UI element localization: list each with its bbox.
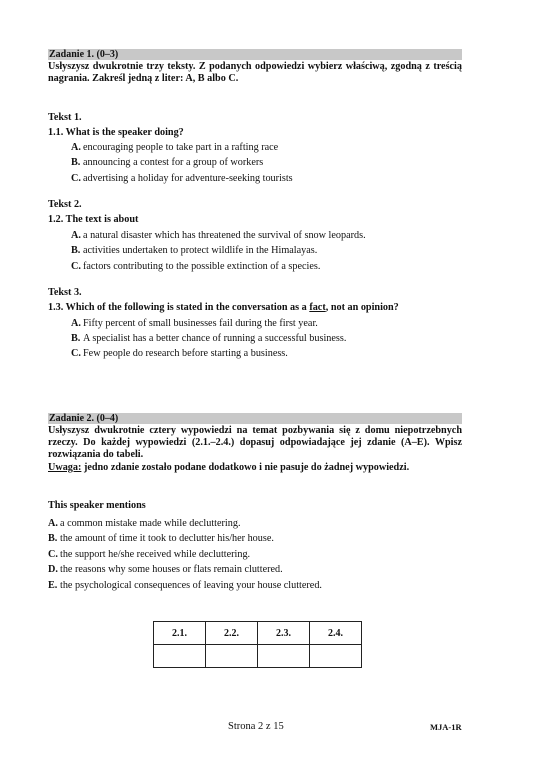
statement-letter: A.	[48, 518, 58, 529]
option-letter: A.	[71, 230, 81, 241]
speaker-mentions-heading: This speaker mentions	[48, 500, 146, 511]
question-prefix: 1.3. Which of the following is stated in the conversation as a	[48, 302, 310, 313]
option-letter: C.	[71, 348, 81, 359]
option-text: a natural disaster which has threatened the survival of snow leopards.	[83, 230, 366, 241]
text-1-heading: Tekst 1.	[48, 112, 82, 123]
statement-c	[48, 549, 250, 561]
text-2-heading: Tekst 2.	[48, 199, 82, 210]
exam-code: MJA-1R	[430, 722, 462, 732]
statement-a	[48, 518, 241, 530]
task-1-header: Zadanie 1. (0–3)	[48, 49, 462, 60]
statement-letter: C.	[48, 549, 58, 560]
option-1-2-a[interactable]	[71, 230, 366, 242]
option-letter: A.	[71, 142, 81, 153]
answer-cell-2-4[interactable]	[310, 645, 362, 668]
note-label: Uwaga:	[48, 462, 82, 473]
statement-letter: E.	[48, 580, 58, 591]
page-number: Strona 2 z 15	[228, 721, 284, 732]
answer-cell-2-3[interactable]	[258, 645, 310, 668]
option-text: advertising a holiday for adventure-seeking tourists	[83, 173, 293, 184]
question-1-1: 1.1. What is the speaker doing?	[48, 127, 184, 138]
option-letter: B.	[71, 157, 81, 168]
question-emphasis: fact	[309, 302, 326, 313]
option-1-3-b[interactable]	[71, 333, 346, 345]
option-1-1-a[interactable]	[71, 142, 278, 154]
answer-col-header: 2.2.	[206, 622, 258, 645]
note-text: jedno zdanie zostało podane dodatkowo i nie pasuje do żadnej wypowiedzi.	[81, 462, 410, 473]
task-2-note	[48, 462, 409, 474]
answer-col-header: 2.4.	[310, 622, 362, 645]
statement-b	[48, 533, 274, 545]
option-letter: B.	[71, 333, 81, 344]
option-text: A specialist has a better chance of running a successful business.	[83, 333, 347, 344]
text-3-heading: Tekst 3.	[48, 287, 82, 298]
question-suffix: , not an opinion?	[325, 302, 399, 313]
option-1-2-b[interactable]	[71, 245, 317, 257]
statement-text: the reasons why some houses or flats remain cluttered.	[60, 564, 283, 575]
option-1-1-c[interactable]	[71, 173, 293, 185]
option-letter: A.	[71, 318, 81, 329]
statement-text: the amount of time it took to declutter his/her house.	[60, 533, 274, 544]
option-letter: B.	[71, 245, 81, 256]
question-1-3	[48, 302, 399, 314]
statement-letter: D.	[48, 564, 58, 575]
option-1-2-c[interactable]	[71, 261, 320, 273]
task-2-instruction: Usłyszysz dwukrotnie cztery wypowiedzi na temat pozbywania się z domu niepotrzebnych rzeczy. Do każdej wypowiedzi (2.1.–2.4.) dopasuj odpowiadające jej zdanie (A–E). Wpisz rozwiązania do tabeli.	[48, 425, 462, 460]
answer-table-header-row	[154, 622, 362, 645]
answer-cell-2-2[interactable]	[206, 645, 258, 668]
answer-cell-2-1[interactable]	[154, 645, 206, 668]
question-1-2: 1.2. The text is about	[48, 214, 139, 225]
option-text: factors contributing to the possible extinction of a species.	[83, 261, 321, 272]
option-1-1-b[interactable]	[71, 157, 263, 169]
option-letter: C.	[71, 261, 81, 272]
statement-text: the psychological consequences of leaving your house cluttered.	[60, 580, 322, 591]
answer-table-input-row	[154, 645, 362, 668]
option-letter: C.	[71, 173, 81, 184]
option-text: activities undertaken to protect wildlife in the Himalayas.	[83, 245, 318, 256]
answer-table	[153, 621, 362, 668]
answer-col-header: 2.1.	[154, 622, 206, 645]
statement-d	[48, 564, 283, 576]
task-2-header: Zadanie 2. (0–4)	[48, 413, 462, 424]
option-text: announcing a contest for a group of workers	[83, 157, 264, 168]
statement-text: the support he/she received while decluttering.	[60, 549, 251, 560]
statement-letter: B.	[48, 533, 58, 544]
option-1-3-c[interactable]	[71, 348, 288, 360]
answer-col-header: 2.3.	[258, 622, 310, 645]
option-text: encouraging people to take part in a rafting race	[83, 142, 279, 153]
option-1-3-a[interactable]	[71, 318, 318, 330]
statement-e	[48, 580, 322, 592]
statement-text: a common mistake made while decluttering.	[60, 518, 241, 529]
option-text: Few people do research before starting a business.	[83, 348, 288, 359]
option-text: Fifty percent of small businesses fail during the first year.	[83, 318, 318, 329]
task-1-instruction: Usłyszysz dwukrotnie trzy teksty. Z podanych odpowiedzi wybierz właściwą, zgodną z treścią nagrania. Zakreśl jedną z liter: A, B albo C.	[48, 61, 462, 84]
